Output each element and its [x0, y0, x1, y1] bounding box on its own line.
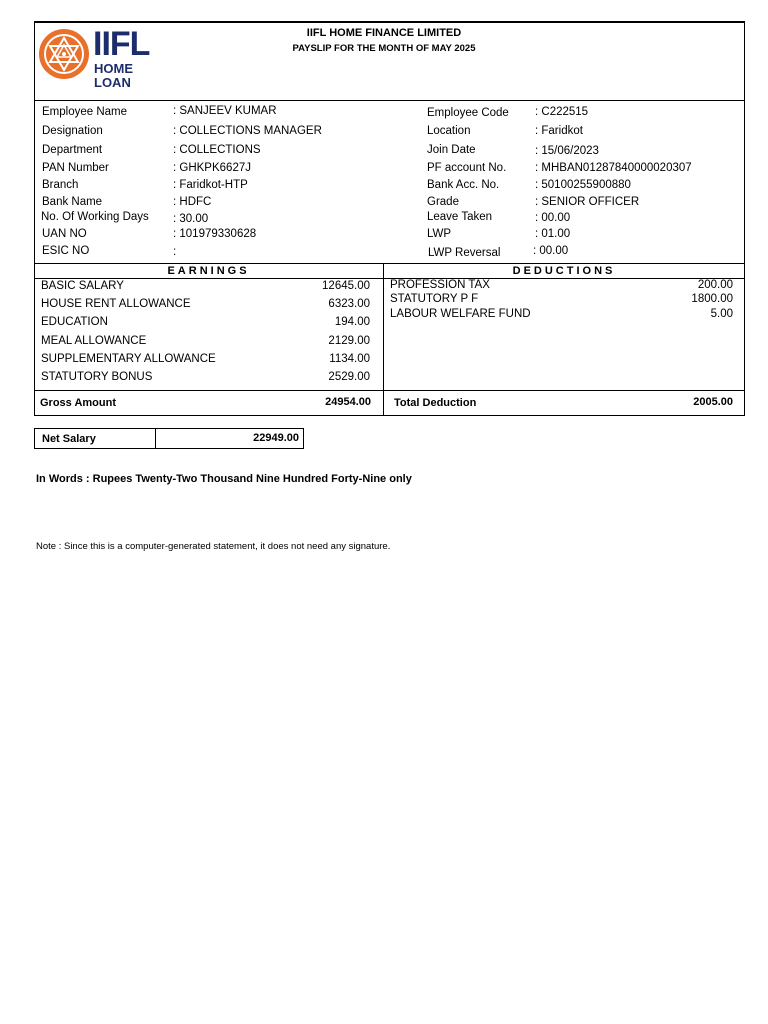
emp-row — [427, 162, 506, 174]
detail-label: Employee Code — [427, 107, 509, 119]
emp-value — [535, 228, 570, 240]
earning-amount: 12645.00 — [322, 280, 370, 292]
deductions-header: DEDUCTIONS — [512, 265, 616, 277]
logo-text: IIFL — [93, 25, 150, 63]
company-name: IIFL HOME FINANCE LIMITED — [306, 27, 462, 39]
detail-label: UAN NO — [42, 228, 87, 240]
deduction-amount: 200.00 — [697, 279, 733, 291]
detail-label: Join Date — [427, 144, 476, 156]
detail-value: : Faridkot-HTP — [173, 179, 248, 191]
totals-divider — [34, 390, 745, 391]
emp-row — [427, 211, 492, 223]
payslip-title: PAYSLIP FOR THE MONTH OF MAY 2025 — [292, 43, 476, 54]
detail-label: Bank Acc. No. — [427, 179, 500, 191]
net-salary-value: 22949.00 — [253, 432, 299, 444]
earning-label: MEAL ALLOWANCE — [41, 335, 147, 347]
earning-amount: 194.00 — [334, 316, 370, 328]
emp-row — [427, 196, 459, 208]
detail-label: LWP Reversal — [428, 247, 501, 259]
net-salary-box — [34, 428, 304, 449]
deduction-label: LABOUR WELFARE FUND — [390, 308, 531, 320]
detail-value: : 30.00 — [173, 213, 209, 225]
detail-value: : 15/06/2023 — [535, 145, 599, 157]
emp-value — [173, 125, 322, 137]
detail-value: : SENIOR OFFICER — [535, 196, 640, 208]
emp-row — [42, 196, 102, 208]
total-deduction-label: Total Deduction — [394, 397, 477, 409]
total-deduction-value: 2005.00 — [693, 396, 733, 408]
emp-row — [42, 228, 87, 240]
emp-value — [173, 246, 176, 258]
emp-value — [173, 228, 256, 240]
earning-label: SUPPLEMENTARY ALLOWANCE — [41, 353, 216, 365]
header-divider — [34, 100, 745, 101]
earning-amount: 6323.00 — [328, 298, 370, 310]
detail-label: Grade — [427, 196, 459, 208]
emp-row — [427, 179, 499, 191]
deduction-amount: 1800.00 — [691, 293, 733, 305]
detail-value: : — [173, 246, 177, 258]
detail-value: : 50100255900880 — [535, 179, 631, 191]
detail-label: Employee Name — [42, 106, 128, 118]
details-divider — [34, 263, 745, 264]
detail-value: : SANJEEV KUMAR — [173, 105, 277, 117]
gross-amount-label: Gross Amount — [40, 397, 116, 409]
detail-value: : 00.00 — [533, 245, 569, 257]
emp-row — [427, 125, 470, 137]
emp-value — [173, 179, 248, 191]
detail-value: : 01.00 — [535, 228, 571, 240]
emp-value — [173, 162, 251, 174]
deduction-amount: 5.00 — [710, 308, 733, 320]
detail-label: Branch — [42, 179, 79, 191]
gross-amount-value: 24954.00 — [325, 396, 371, 408]
earning-amount: 2129.00 — [328, 335, 370, 347]
emp-row — [427, 144, 476, 156]
emp-row — [42, 106, 127, 118]
signature-note: Note : Since this is a computer-generated statement, it does not need any signature. — [36, 541, 391, 552]
earning-label: STATUTORY BONUS — [41, 371, 153, 383]
emp-value — [173, 105, 277, 117]
earning-amount: 1134.00 — [329, 353, 370, 365]
detail-label: Leave Taken — [427, 211, 493, 223]
emp-value — [535, 212, 570, 224]
detail-label: Department — [42, 144, 103, 156]
net-salary-label: Net Salary — [42, 433, 96, 445]
column-divider — [383, 263, 384, 416]
detail-value: : COLLECTIONS — [173, 144, 261, 156]
earning-label: BASIC SALARY — [41, 280, 124, 292]
emp-value — [535, 106, 588, 118]
detail-value: : Faridkot — [535, 125, 583, 137]
detail-value: : COLLECTIONS MANAGER — [173, 125, 322, 137]
detail-value: : C222515 — [535, 106, 589, 118]
emp-row — [42, 125, 103, 137]
earning-label: EDUCATION — [41, 316, 108, 328]
detail-value: : 101979330628 — [173, 228, 257, 240]
emp-value — [535, 125, 583, 137]
detail-value: : 00.00 — [535, 212, 571, 224]
emp-row — [427, 228, 451, 240]
detail-value: : MHBAN01287840000020307 — [535, 162, 692, 174]
amount-in-words: In Words : Rupees Twenty-Two Thousand Nine Hundred Forty-Nine only — [36, 473, 412, 485]
deduction-label: STATUTORY P F — [390, 293, 479, 305]
detail-label: ESIC NO — [42, 245, 90, 257]
emp-row — [42, 179, 78, 191]
emp-row — [42, 245, 89, 257]
emp-value — [533, 245, 568, 257]
detail-label: Designation — [42, 125, 103, 137]
logo-subtext: HOME LOAN — [94, 61, 133, 90]
detail-label: Bank Name — [42, 196, 103, 208]
earnings-header: EARNINGS — [167, 265, 250, 277]
emp-row — [427, 107, 509, 119]
detail-label: LWP — [427, 228, 452, 240]
detail-label: No. Of Working Days — [41, 211, 149, 223]
earning-amount: 2529.00 — [328, 371, 370, 383]
detail-label: PAN Number — [42, 162, 109, 174]
emp-value — [535, 196, 639, 208]
emp-value — [535, 145, 599, 157]
emp-row — [42, 162, 109, 174]
earning-label: HOUSE RENT ALLOWANCE — [41, 298, 191, 310]
emp-value — [535, 179, 631, 191]
detail-label: Location — [427, 125, 471, 137]
detail-label: PF account No. — [427, 162, 507, 174]
emp-row — [42, 144, 102, 156]
emp-value — [173, 196, 211, 208]
emp-row — [428, 247, 500, 259]
emp-value — [535, 162, 692, 174]
emp-value — [173, 144, 261, 156]
emp-row — [41, 211, 149, 223]
detail-value: : HDFC — [173, 196, 212, 208]
detail-value: : GHKPK6627J — [173, 162, 251, 174]
emp-value — [173, 213, 208, 225]
deduction-label: PROFESSION TAX — [390, 279, 490, 291]
